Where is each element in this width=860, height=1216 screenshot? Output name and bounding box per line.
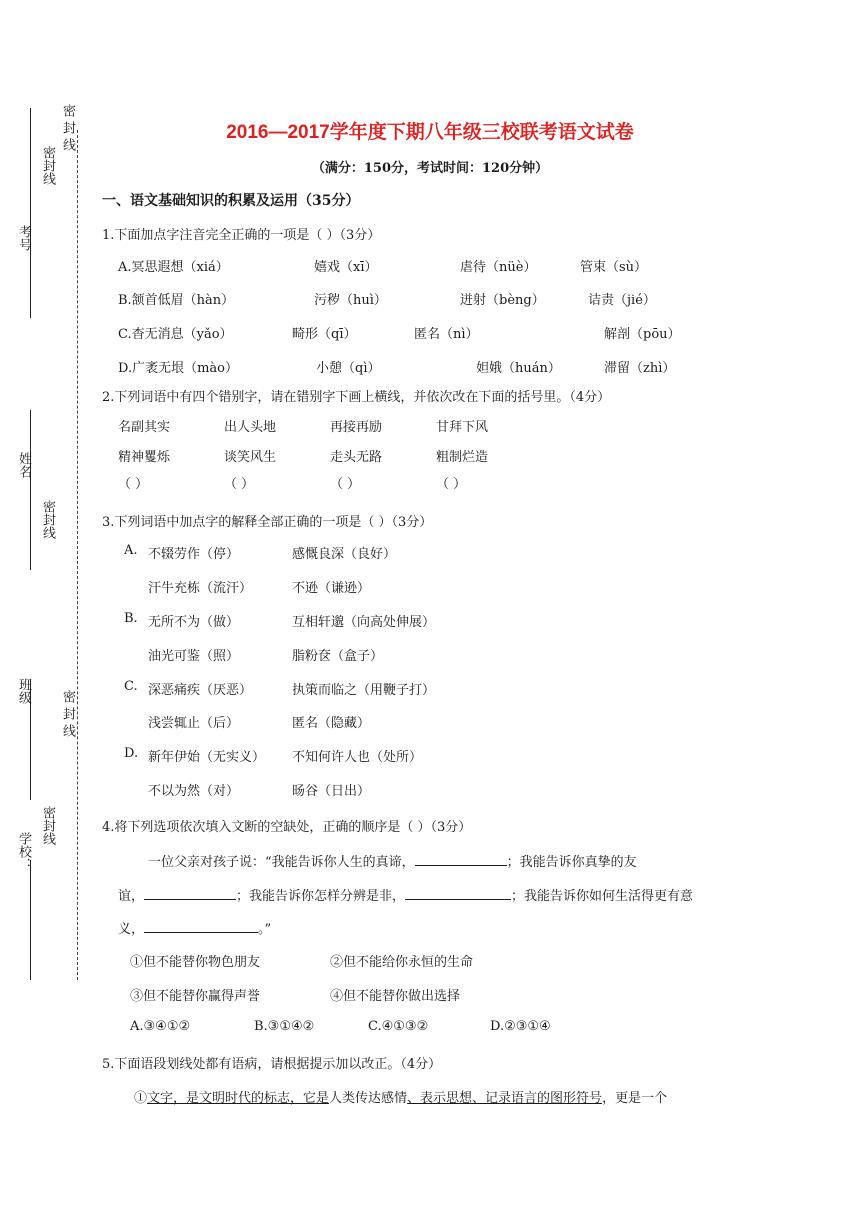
q4-blank-4[interactable] bbox=[144, 918, 258, 933]
q3-letter: C. bbox=[124, 679, 138, 694]
binding-cut-line-2 bbox=[30, 410, 31, 570]
q4-blank-3[interactable] bbox=[405, 885, 511, 900]
q2-answer-bracket[interactable]: （ ） bbox=[436, 477, 467, 492]
exam-subtitle: （满分：150分，考试时间：120分钟） bbox=[311, 161, 549, 176]
q1-c-4: 解剖（pōu） bbox=[604, 327, 681, 342]
q4-blank-1[interactable] bbox=[415, 851, 507, 866]
q2-word: 走头无路 bbox=[330, 450, 383, 465]
q4-stem: 4.将下列选项依次填入文断的空缺处，正确的顺序是（ ）（3分） bbox=[102, 820, 472, 835]
class-label: 班级 bbox=[16, 678, 31, 704]
q4-text: 谊， bbox=[118, 889, 145, 904]
q4-text: ；我能告诉你如何生活得更有意 bbox=[511, 889, 694, 904]
name-label: 姓名 bbox=[16, 452, 31, 478]
q3-stem: 3.下列词语中加点字的解释全部正确的一项是（ ）（3分） bbox=[102, 515, 433, 530]
seal-line-label-1: 密封线 bbox=[40, 146, 55, 185]
q1-a-1: A.冥思遐想（xiá） bbox=[118, 260, 229, 275]
q3-item: 不知何许人也（处所） bbox=[292, 750, 423, 765]
exam-title: 2016—2017学年度下期八年级三校联考语文试卷 bbox=[226, 122, 634, 143]
q4-option: ③但不能替你赢得声誉 bbox=[130, 989, 261, 1004]
q3-item: 旸谷（日出） bbox=[292, 784, 371, 799]
q1-c-1: C.杳无消息（yǎo） bbox=[118, 327, 233, 342]
q3-item: 无所不为（做） bbox=[148, 615, 240, 630]
q3-item: 执策而临之（用鞭子打） bbox=[292, 683, 436, 698]
q2-word: 谈笑风生 bbox=[224, 450, 277, 465]
q2-answer-bracket[interactable]: （ ） bbox=[118, 477, 149, 492]
q4-answer-choice: A.③④①② bbox=[130, 1019, 191, 1034]
q1-d-1: D.广袤无垠（mào） bbox=[118, 361, 238, 376]
q3-letter: B. bbox=[124, 611, 138, 626]
q5-text: ，更是一个 bbox=[602, 1091, 668, 1106]
q2-word: 名副其实 bbox=[118, 420, 171, 435]
q1-a-4: 管束（sù） bbox=[580, 260, 648, 275]
q2-word: 粗制烂造 bbox=[436, 450, 489, 465]
section-heading: 一、语文基础知识的积累及运用（35分） bbox=[102, 193, 360, 209]
seal-line-label-top-spaced: 密 封 线 bbox=[60, 104, 75, 152]
q4-passage-line-1 bbox=[148, 851, 637, 870]
q4-text: 一位父亲对孩子说：“我能告诉你人生的真谛， bbox=[148, 855, 415, 870]
q1-stem: 1.下面加点字注音完全正确的一项是（ ）（3分） bbox=[102, 228, 381, 243]
binding-fold-line bbox=[77, 130, 78, 980]
q4-passage-line-3 bbox=[118, 918, 271, 937]
q2-word: 出人头地 bbox=[224, 420, 277, 435]
q2-answer-bracket[interactable]: （ ） bbox=[330, 477, 361, 492]
q1-a-3: 虐待（nüè） bbox=[460, 260, 537, 275]
q1-d-2: 小憩（qì） bbox=[316, 361, 381, 376]
q1-b-1: B.颔首低眉（hàn） bbox=[118, 293, 235, 308]
q1-a-2: 嬉戏（xī） bbox=[314, 260, 378, 275]
q1-c-2: 畸形（qī） bbox=[292, 327, 357, 342]
q3-letter: A. bbox=[124, 543, 138, 558]
q1-c-3: 匿名（nì） bbox=[414, 327, 479, 342]
q4-passage-line-2 bbox=[118, 885, 693, 904]
q4-option: ②但不能给你永恒的生命 bbox=[330, 955, 474, 970]
q2-stem: 2.下列词语中有四个错别字，请在错别字下画上横线，并依次改在下面的括号里。（4分） bbox=[102, 390, 611, 405]
q5-underlined-text: 文字，是文明时代的标志，它是 bbox=[147, 1091, 330, 1106]
seal-line-label-2: 密封线 bbox=[40, 500, 55, 539]
q4-blank-2[interactable] bbox=[144, 885, 236, 900]
q4-answer-choice: D.②③①④ bbox=[490, 1019, 551, 1034]
q3-item: 浅尝辄止（后） bbox=[148, 716, 240, 731]
q3-item: 不以为然（对） bbox=[148, 784, 240, 799]
q3-item: 油光可鉴（照） bbox=[148, 649, 240, 664]
q5-text: 人类传达感情 bbox=[329, 1091, 408, 1106]
binding-cut-line-4 bbox=[30, 860, 31, 980]
q2-word: 再接再励 bbox=[330, 420, 383, 435]
seal-line-label-spaced-2: 密 封 线 bbox=[60, 690, 75, 738]
q5-stem: 5.下面语段划线处都有语病，请根据提示加以改正。（4分） bbox=[102, 1057, 442, 1072]
q2-answer-bracket[interactable]: （ ） bbox=[224, 477, 255, 492]
q5-underlined-text: 、表示思想、记录语言的图形符号 bbox=[407, 1091, 603, 1106]
school-label: 学校： bbox=[16, 832, 31, 871]
q3-item: 深恶痛疾（厌恶） bbox=[148, 683, 253, 698]
q1-b-4: 诘责（jié） bbox=[588, 293, 656, 308]
q3-item: 感慨良深（良好） bbox=[292, 547, 397, 562]
q5-passage-line-1 bbox=[134, 1087, 667, 1106]
q4-text: ；我能告诉你真挚的友 bbox=[506, 855, 637, 870]
q4-text: ；我能告诉你怎样分辨是非， bbox=[236, 889, 406, 904]
q4-text: 义， bbox=[118, 922, 145, 937]
q1-d-4: 滞留（zhì） bbox=[604, 361, 676, 376]
q1-d-3: 妲娥（huán） bbox=[476, 361, 561, 376]
q4-answer-choice: B.③①④② bbox=[254, 1019, 315, 1034]
q4-option: ①但不能替你物色朋友 bbox=[130, 955, 261, 970]
q3-item: 脂粉奁（盒子） bbox=[292, 649, 384, 664]
q2-word: 甘拜下风 bbox=[436, 420, 489, 435]
exam-number-label: 考号 bbox=[16, 225, 31, 251]
q4-option: ④但不能替你做出选择 bbox=[330, 989, 461, 1004]
q3-item: 新年伊始（无实义） bbox=[148, 750, 266, 765]
q3-item: 不逊（谦逊） bbox=[292, 581, 371, 596]
q4-text: 。” bbox=[258, 922, 272, 937]
q3-letter: D. bbox=[124, 746, 139, 761]
q4-answer-choice: C.④①③② bbox=[368, 1019, 429, 1034]
q1-b-3: 迸射（bèng） bbox=[460, 293, 545, 308]
q3-item: 互相轩邈（向高处伸展） bbox=[292, 615, 436, 630]
q3-item: 不辍劳作（停） bbox=[148, 547, 240, 562]
q3-item: 匿名（隐藏） bbox=[292, 716, 371, 731]
q2-word: 精神矍烁 bbox=[118, 450, 171, 465]
seal-line-label-3: 密封线 bbox=[40, 806, 55, 845]
q3-item: 汗牛充栋（流汗） bbox=[148, 581, 253, 596]
q5-text: ① bbox=[134, 1091, 148, 1106]
q1-b-2: 污秽（huì） bbox=[314, 293, 387, 308]
